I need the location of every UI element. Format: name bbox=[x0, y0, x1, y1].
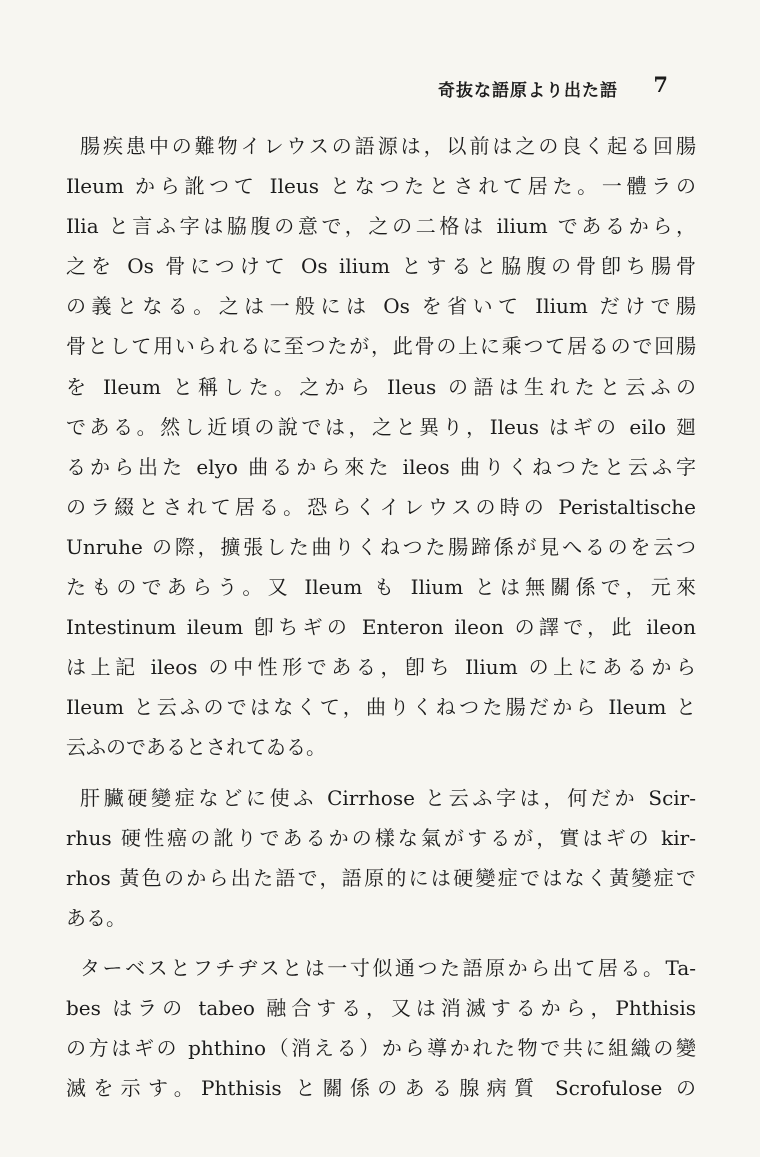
text-line: を Ileum と稱した。之から Ileus の語は生れたと云ふの bbox=[66, 374, 696, 399]
paragraph-ileus bbox=[66, 126, 696, 768]
text-line: ターベスとフチヂスとは一寸似通つた語原から出て居る。Ta- bbox=[80, 955, 696, 980]
text-line: Unruhe の際，擴張した曲りくねつた腸蹄係が見へるのを云つ bbox=[66, 534, 696, 559]
paragraph-tabes bbox=[66, 948, 696, 1108]
text-line: は上記 ileos の中性形である，卽ち Ilium の上にあるから bbox=[66, 655, 696, 680]
page-number: 7 bbox=[653, 72, 668, 97]
running-header bbox=[0, 72, 760, 102]
text-line: 肝臟硬變症などに使ふ Cirrhose と云ふ字は，何だか Scir- bbox=[80, 785, 696, 810]
text-line: るから出た elyo 曲るから來た ileos 曲りくねつたと云ふ字 bbox=[66, 454, 696, 479]
text-line: 云ふのであるとされてゐる。 bbox=[66, 735, 326, 760]
text-line: Ileum と云ふのではなくて，曲りくねつた腸だから Ileum と bbox=[66, 695, 696, 720]
text-line: である。然し近頃の說では，之と異り，Ileus はギの eilo 廻 bbox=[66, 414, 696, 439]
text-line: bes はラの tabeo 融合する，又は消滅するから，Phthisis bbox=[66, 995, 696, 1020]
body-text bbox=[66, 126, 696, 1108]
text-line: の方はギの phthino（消える）から導かれた物で共に組織の變 bbox=[66, 1036, 696, 1061]
text-line: たものであらう。又 Ileum も Ilium とは無關係で，元來 bbox=[66, 575, 696, 600]
paragraph-cirrhose bbox=[66, 778, 696, 938]
text-line: の義となる。之は一般には Os を省いて Ilium だけで腸 bbox=[66, 294, 696, 319]
text-line: 骨として用いられるに至つたが，此骨の上に乘つて居るので回腸 bbox=[66, 334, 696, 359]
text-line: 腸疾患中の難物イレウスの語源は，以前は之の良く起る回腸 bbox=[80, 134, 696, 158]
text-line: Intestinum ileum 卽ちギの Enteron ileon の譯で，此 ileon bbox=[66, 615, 696, 640]
text-line: rhos 黃色のから出た語で，語原的には硬變症ではなく黃變症で bbox=[66, 865, 696, 890]
text-line: のラ綴とされて居る。恐らくイレウスの時の Peristaltische bbox=[66, 494, 696, 519]
text-line: Ileum から訛つて Ileus となつたとされて居た。一體ラの bbox=[66, 174, 696, 199]
text-line: 滅を示す。Phthisis と關係のある腺病質 Scrofulose の bbox=[66, 1076, 696, 1101]
running-title: 奇抜な語原より出た語 bbox=[438, 81, 618, 101]
text-line: ある。 bbox=[66, 905, 126, 930]
text-line: Ilia と言ふ字は脇腹の意で，之の二格は ilium であるから， bbox=[66, 214, 696, 239]
text-line: rhus 硬性癌の訛りであるかの樣な氣がするが，實はギの kir- bbox=[66, 825, 696, 850]
text-line: 之を Os 骨につけて Os ilium とすると脇腹の骨卽ち腸骨 bbox=[66, 254, 696, 279]
